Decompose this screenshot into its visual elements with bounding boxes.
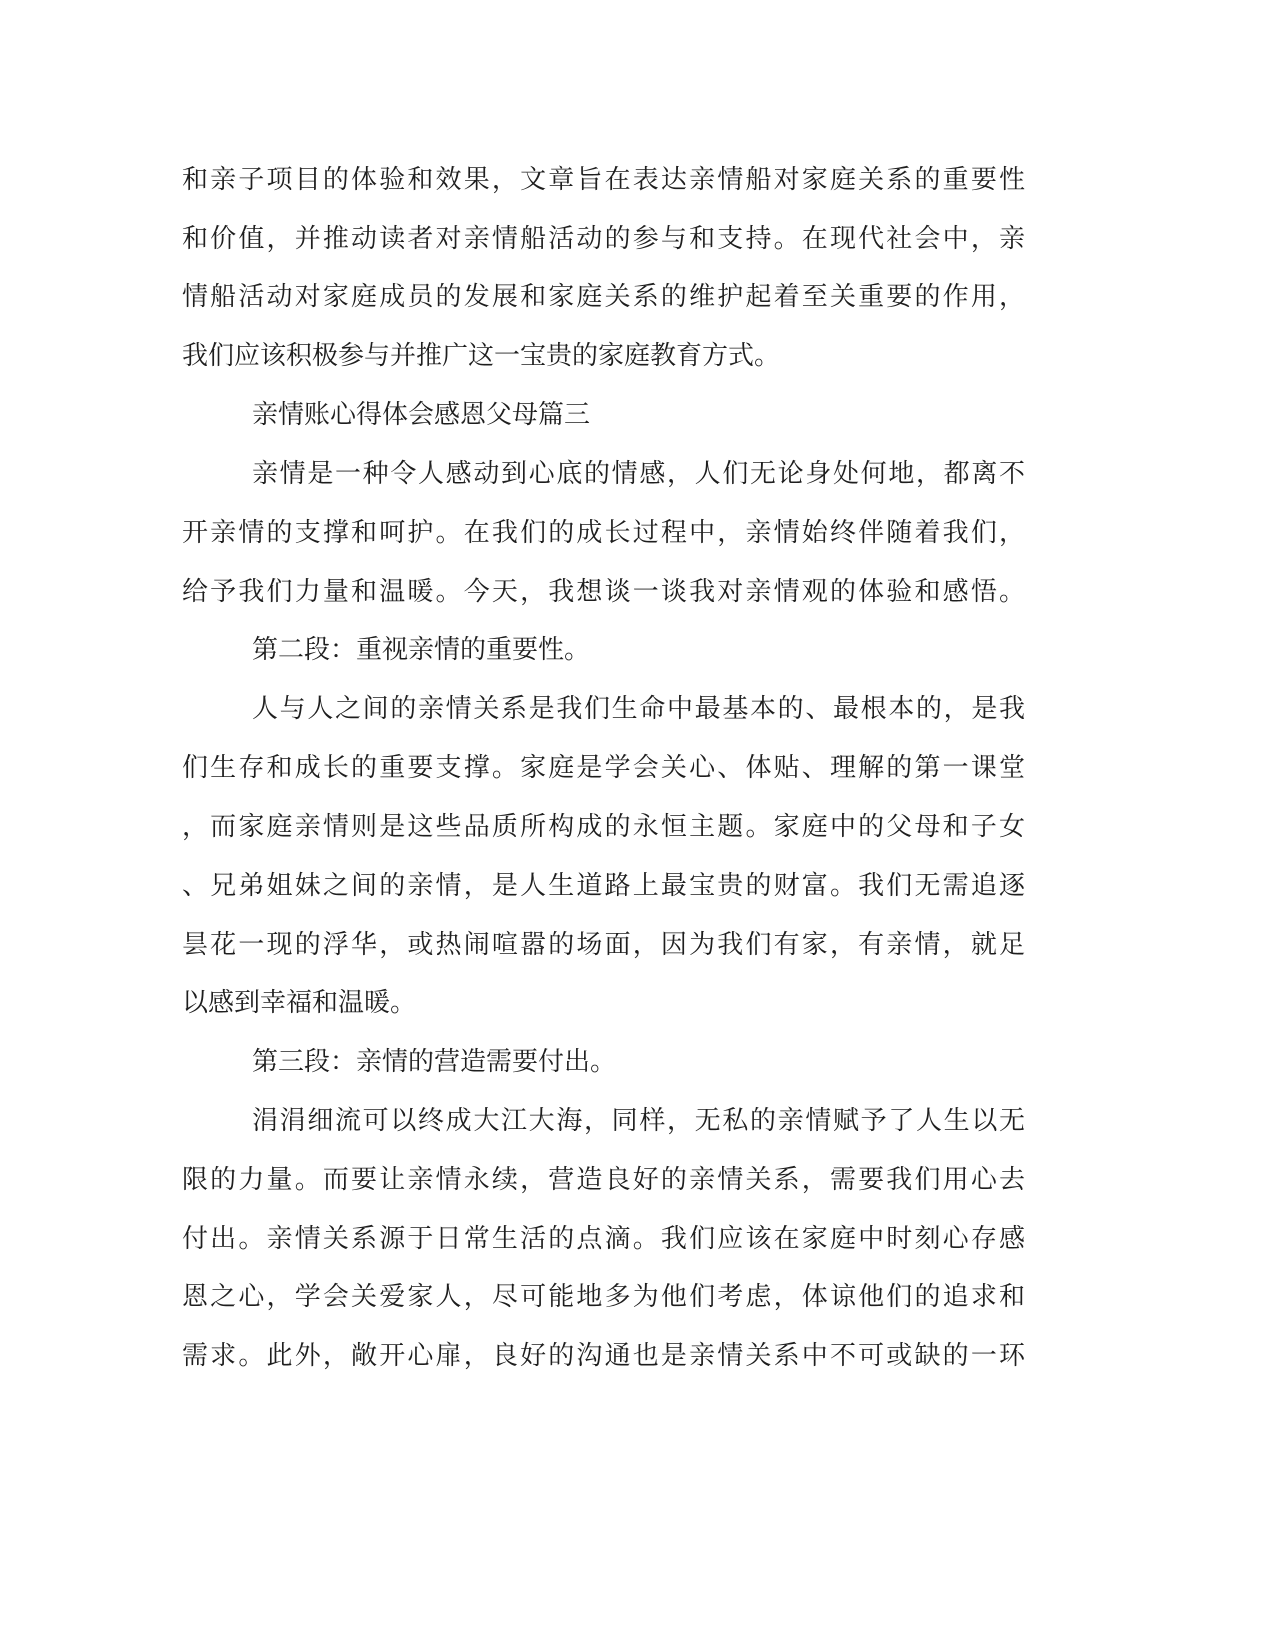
text-line: 和亲子项目的体验和效果，文章旨在表达亲情船对家庭关系的重要性 [182,165,1025,195]
text-line: 开亲情的支撑和呵护。在我们的成长过程中，亲情始终伴随着我们， [182,518,1025,548]
text-line: 涓涓细流可以终成大江大海，同样，无私的亲情赋予了人生以无 [252,1106,1025,1136]
text-line: 、兄弟姐妹之间的亲情，是人生道路上最宝贵的财富。我们无需追逐 [182,871,1025,901]
text-line: 恩之心，学会关爱家人，尽可能地多为他们考虑，体谅他们的追求和 [182,1282,1025,1312]
text-line: 我们应该积极参与并推广这一宝贵的家庭教育方式。 [182,341,781,371]
text-line: 和价值，并推动读者对亲情船活动的参与和支持。在现代社会中，亲 [182,224,1025,254]
text-line: 需求。此外，敞开心扉，良好的沟通也是亲情关系中不可或缺的一环 [182,1341,1025,1371]
text-line: 情船活动对家庭成员的发展和家庭关系的维护起着至关重要的作用， [182,282,1025,312]
paragraph-heading: 第三段：亲情的营造需要付出。 [252,1047,617,1077]
text-line: 给予我们力量和温暖。今天，我想谈一谈我对亲情观的体验和感悟。 [182,577,1025,607]
text-line: 昙花一现的浮华，或热闹喧嚣的场面，因为我们有家，有亲情，就足 [182,930,1025,960]
text-line: ，而家庭亲情则是这些品质所构成的永恒主题。家庭中的父母和子女 [182,812,1025,842]
text-line: 人与人之间的亲情关系是我们生命中最基本的、最根本的，是我 [252,694,1025,724]
text-line: 付出。亲情关系源于日常生活的点滴。我们应该在家庭中时刻心存感 [182,1224,1025,1254]
text-line: 以感到幸福和温暖。 [182,988,417,1018]
text-line: 亲情是一种令人感动到心底的情感，人们无论身处何地，都离不 [252,459,1025,489]
paragraph-heading: 第二段：重视亲情的重要性。 [252,635,591,665]
text-line: 们生存和成长的重要支撑。家庭是学会关心、体贴、理解的第一课堂 [182,753,1025,783]
section-heading: 亲情账心得体会感恩父母篇三 [252,400,591,430]
text-line: 限的力量。而要让亲情永续，营造良好的亲情关系，需要我们用心去 [182,1165,1025,1195]
